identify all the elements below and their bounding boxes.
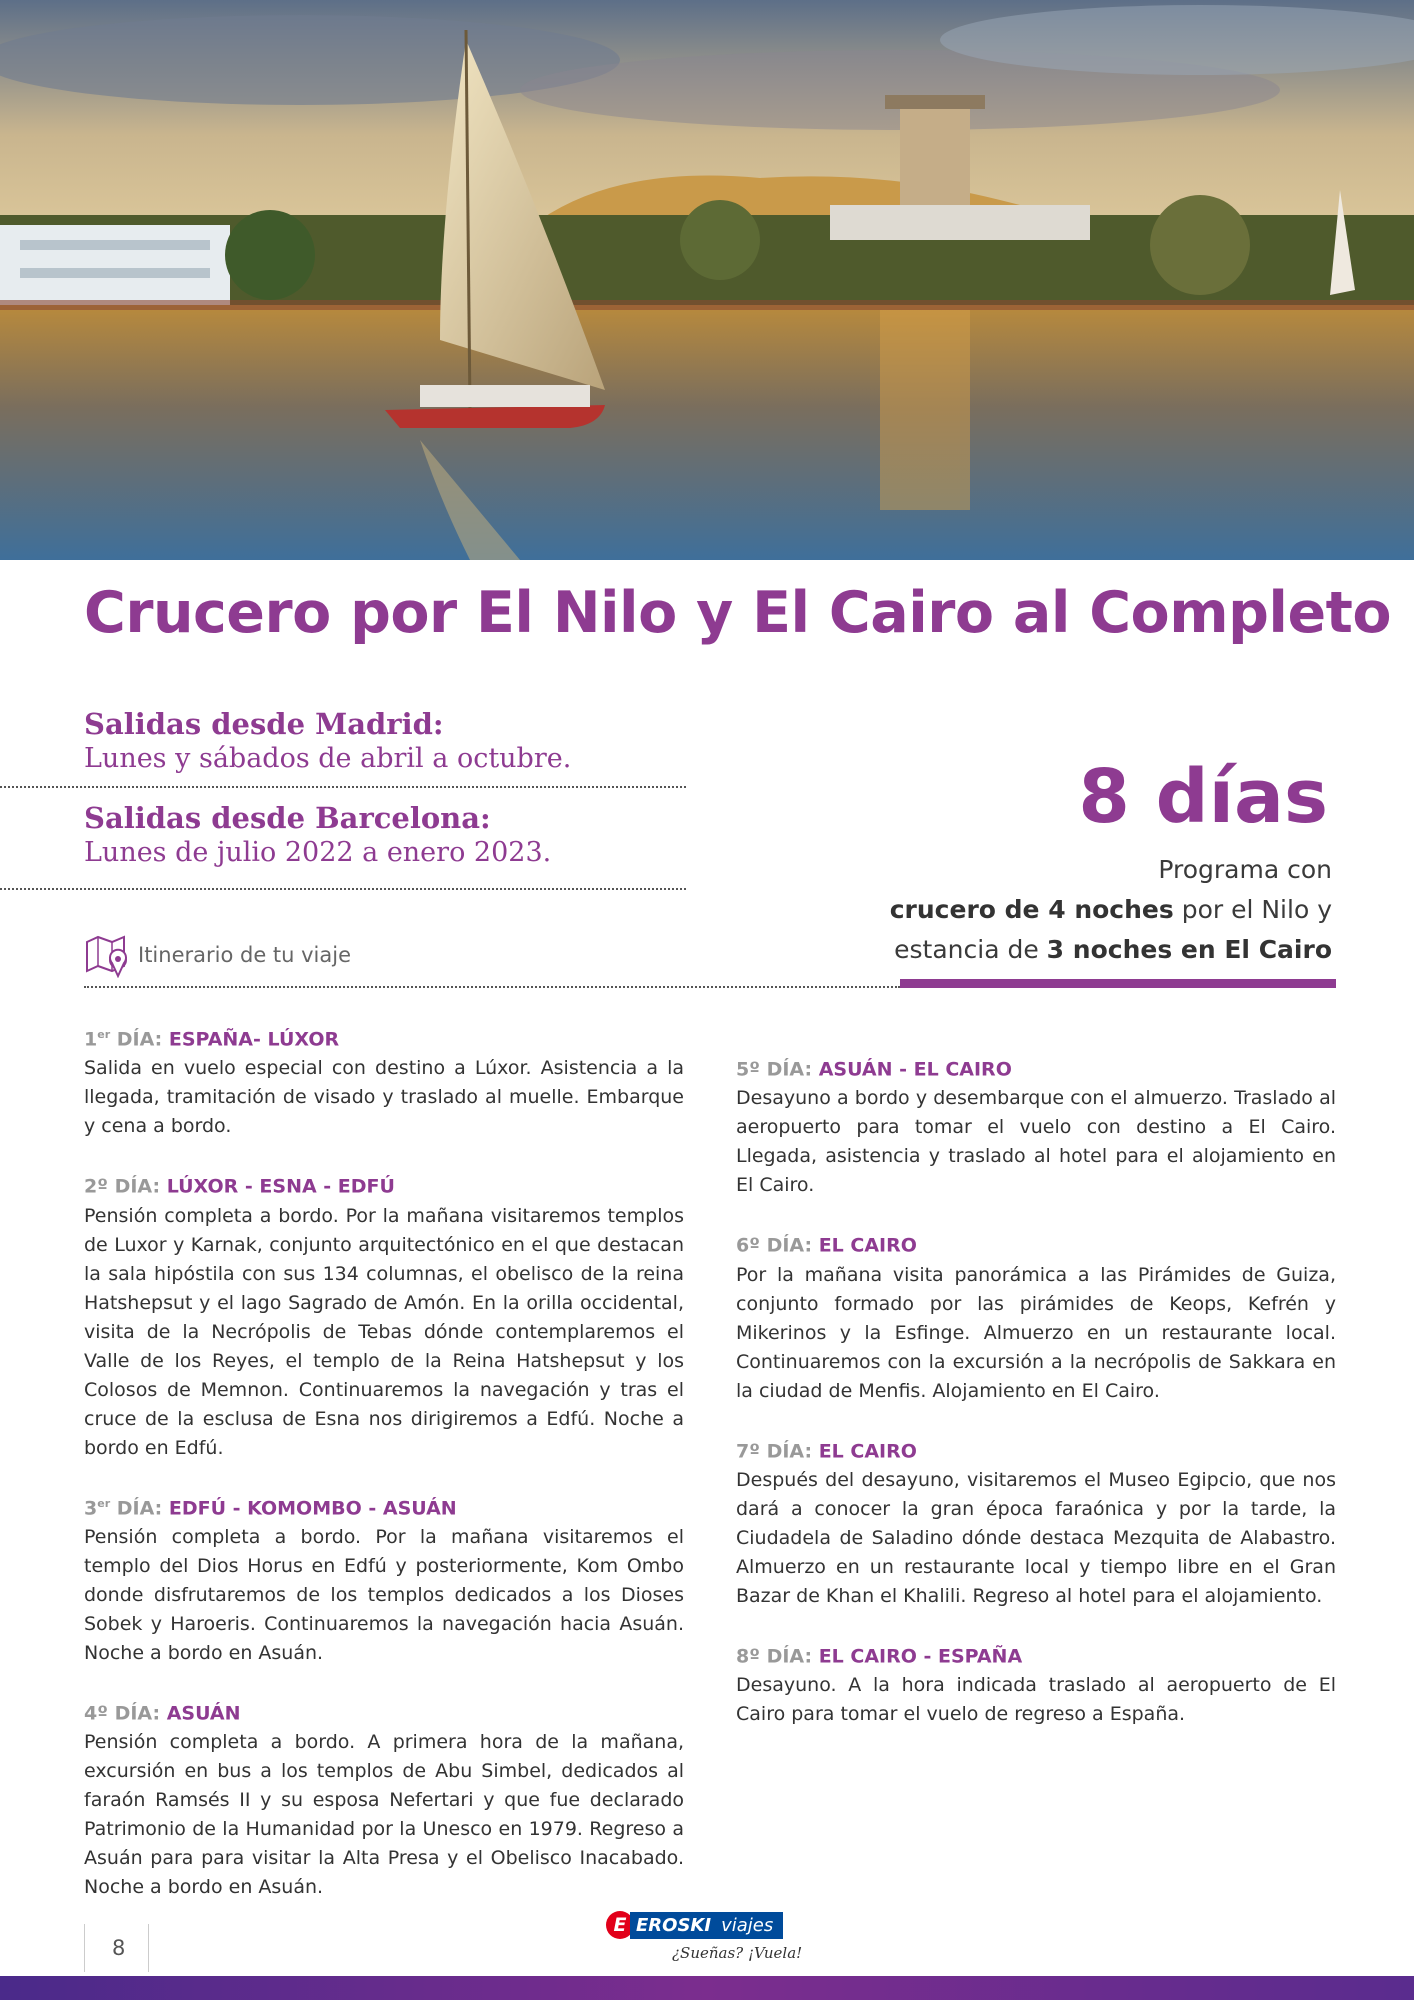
day-heading: 3er DÍA: EDFÚ - KOMOMBO - ASUÁN [84,1496,457,1519]
day-heading: 2º DÍA: LÚXOR - ESNA - EDFÚ [84,1175,395,1198]
itinerary-header [84,932,351,978]
day-description: Pensión completa a bordo. Por la mañana visitaremos templos de Luxor y Karnak, conjunto arquitectónico en el que destacan la sala hipóstila con sus 134 columnas, el obelisco de la reina Hatshepsut y el lago Sagrado de Amón. En la orilla occidental, visita de la Necrópolis de Tebas dónde contemplaremos el Valle de los Reyes, el templo de la Reina Hatshepsut y los Colosos de Memnon. Continuaremos la navegación y tras el cruce de la esclusa de Esna nos dirigiremos a Edfú. Noche a bordo en Edfú. [84,1204,684,1459]
day-description: Por la mañana visita panorámica a las Pirámides de Guiza, conjunto formado por las pirámides de Keops, Kefrén y Mikerinos y la Esfinge. Almuerzo en un restaurante local. Continuaremos con la excursión a la necrópolis de Sakkara en la ciudad de Menfis. Alojamiento en El Cairo. [736,1263,1336,1402]
day-place: EL CAIRO [818,1234,917,1257]
program-line-2-rest: por el Nilo y [1173,895,1332,924]
day-place: LÚXOR - ESNA - EDFÚ [166,1175,395,1198]
hero-image-nile [0,0,1414,560]
page-title: Crucero por El Nilo y El Cairo al Completo [84,580,1392,646]
day-7 [736,1432,1336,1611]
itinerary-column-left [84,1020,684,1928]
day-heading: 1er DÍA: ESPAÑA- LÚXOR [84,1028,340,1051]
itinerary-label: Itinerario de tu viaje [138,943,352,967]
departure-barcelona-value: Lunes de julio 2022 a enero 2023. [84,837,552,868]
footer-bar [0,1976,1414,2000]
departure-madrid-label: Salidas desde Madrid: [84,707,444,741]
logo-e: E [606,1911,634,1939]
program-line-3 [812,930,1332,970]
map-pin-icon [84,932,130,978]
day-6 [736,1226,1336,1405]
day-heading: 7º DÍA: EL CAIRO [736,1439,917,1462]
divider [84,986,900,988]
footer-divider [148,1924,149,1972]
itinerary-column-right [736,1050,1336,1755]
divider [0,888,686,890]
day-place: EL CAIRO [818,1439,917,1462]
day-4 [84,1694,684,1902]
day-heading: 4º DÍA: ASUÁN [84,1702,241,1725]
program-line-1: Programa con [1158,855,1332,884]
program-cruise-nights: crucero de 4 noches [889,895,1174,924]
accent-bar [900,979,1336,988]
day-description: Pensión completa a bordo. A primera hora de la mañana, excursión en bus a los templos de Abu Simbel, dedicados al faraón Ramsés II y su esposa Nefertari y que fue declarado Patrimonio de la Humanidad por la Unesco en 1979. Regreso a Asuán para para visitar la Alta Presa y el Obelisco Inacabado. Noche a bordo en Asuán. [84,1731,684,1899]
day-heading: 6º DÍA: EL CAIRO [736,1234,917,1257]
day-place: ASUÁN - EL CAIRO [818,1058,1012,1081]
trip-duration: 8 días [1078,754,1328,840]
departure-madrid-value: Lunes y sábados de abril a octubre. [84,743,572,774]
day-description: Desayuno a bordo y desembarque con el almuerzo. Traslado al aeropuerto para tomar el vuelo con destino a El Cairo. Llegada, asistencia y traslado al hotel para el alojamiento en El Cairo. [736,1087,1336,1197]
day-8 [736,1637,1336,1729]
day-place: ESPAÑA- LÚXOR [168,1028,340,1051]
day-3 [84,1489,684,1668]
departure-madrid [84,706,684,776]
eroski-viajes-logo [606,1910,806,1970]
logo-tagline: ¿Sueñas? ¡Vuela! [672,1944,803,1962]
departure-barcelona [84,800,684,870]
program-line-2 [812,890,1332,930]
day-description: Pensión completa a bordo. Por la mañana visitaremos el templo del Dios Horus en Edfú y posteriormente, Kom Ombo donde disfrutaremos de los templos dedicados a los Dioses Sobek y Haroeris. Continuaremos la navegación hacia Asuán. Noche a bordo en Asuán. [84,1525,684,1664]
divider [0,786,686,788]
day-place: EDFÚ - KOMOMBO - ASUÁN [168,1496,457,1519]
day-description: Después del desayuno, visitaremos el Museo Egipcio, que nos dará a conocer la gran época faraónica y por la tarde, la Ciudadela de Saladino dónde destaca Mezquita de Alabastro. Almuerzo en un restaurante local y tiempo libre en el Gran Bazar de Khan el Khalili. Regreso al hotel para el alojamiento. [736,1468,1336,1607]
logo-name: EROSKI [630,1912,717,1939]
day-2 [84,1167,684,1462]
page-number: 8 [112,1936,126,1960]
departure-barcelona-label: Salidas desde Barcelona: [84,801,491,835]
day-1 [84,1020,684,1141]
footer-divider [84,1924,85,1972]
program-line-3-start: estancia de [894,935,1047,964]
logo-viajes: viajes [717,1912,783,1939]
day-description: Salida en vuelo especial con destino a Lúxor. Asistencia a la llegada, tramitación de visado y traslado al muelle. Embarque y cena a bordo. [84,1057,684,1138]
day-heading: 8º DÍA: EL CAIRO - ESPAÑA [736,1645,1023,1668]
program-cairo-nights: 3 noches en El Cairo [1046,935,1332,964]
day-place: ASUÁN [166,1702,241,1725]
day-description: Desayuno. A la hora indicada traslado al aeropuerto de El Cairo para tomar el vuelo de regreso a España. [736,1674,1336,1726]
day-5 [736,1050,1336,1200]
day-heading: 5º DÍA: ASUÁN - EL CAIRO [736,1058,1012,1081]
program-summary [812,850,1332,970]
day-place: EL CAIRO - ESPAÑA [818,1645,1023,1668]
